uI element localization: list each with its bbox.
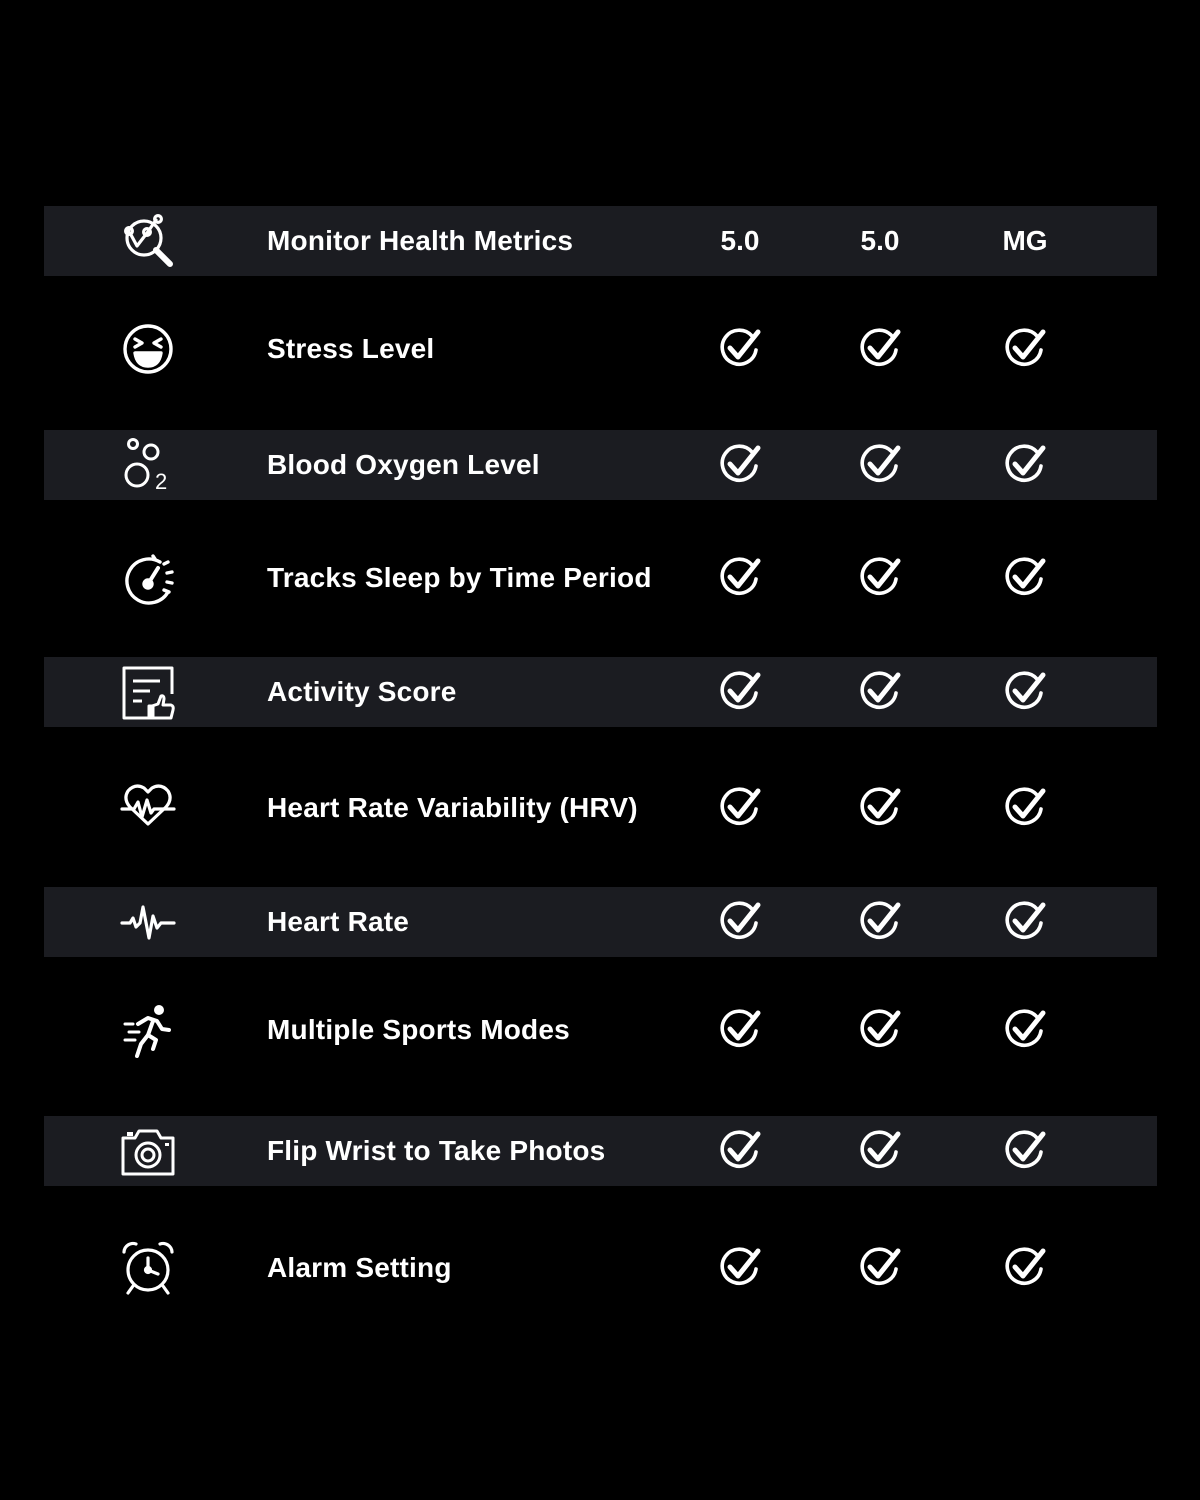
check-icon: [710, 430, 770, 500]
check-icon: [850, 887, 910, 957]
check-icon: [710, 1233, 770, 1303]
check-icon: [710, 995, 770, 1065]
check-icon: [995, 657, 1055, 727]
check-icon: [995, 543, 1055, 613]
column-header-2: 5.0: [860, 225, 900, 256]
check-icon: [850, 430, 910, 500]
feature-label: Alarm Setting: [267, 1252, 452, 1283]
feature-row: [44, 657, 1157, 727]
check-icon: [850, 1116, 910, 1186]
running-person-icon: [120, 1002, 176, 1058]
check-icon: [995, 314, 1055, 384]
check-icon: [710, 1116, 770, 1186]
check-icon: [710, 887, 770, 957]
check-icon: [995, 430, 1055, 500]
check-icon: [710, 657, 770, 727]
column-header-1: 5.0: [720, 225, 760, 256]
check-icon: [850, 314, 910, 384]
check-icon: [850, 773, 910, 843]
check-icon: [710, 314, 770, 384]
check-icon: [850, 657, 910, 727]
feature-label: Heart Rate: [267, 906, 410, 937]
feature-label: Heart Rate Variability (HRV): [267, 792, 638, 823]
alarm-clock-icon: [120, 1240, 176, 1296]
check-icon: [850, 543, 910, 613]
feature-row: [44, 430, 1157, 500]
feature-label: Flip Wrist to Take Photos: [267, 1135, 606, 1166]
feature-row: [44, 887, 1157, 957]
header-row: [44, 206, 1157, 276]
feature-row: [44, 773, 1157, 843]
feature-label: Activity Score: [267, 676, 457, 707]
feature-row: [44, 1116, 1157, 1186]
check-icon: [995, 887, 1055, 957]
check-icon: [995, 995, 1055, 1065]
feature-row: [44, 543, 1157, 613]
svg-text:2: 2: [155, 469, 168, 493]
column-header-3: MG: [1002, 225, 1048, 256]
activity-score-icon: [120, 664, 176, 720]
header-feature-label: Monitor Health Metrics: [267, 225, 574, 256]
check-icon: [710, 773, 770, 843]
check-icon: [995, 773, 1055, 843]
feature-label: Stress Level: [267, 333, 435, 364]
check-icon: [995, 1116, 1055, 1186]
feature-label: Blood Oxygen Level: [267, 449, 540, 480]
heart-rate-pulse-icon: [120, 894, 176, 950]
feature-row: [44, 995, 1157, 1065]
check-icon: [850, 1233, 910, 1303]
camera-icon: [120, 1123, 176, 1179]
feature-label: Tracks Sleep by Time Period: [267, 562, 652, 593]
check-icon: [710, 543, 770, 613]
sleep-timer-icon: [120, 550, 176, 606]
feature-row: [44, 314, 1157, 384]
health-metrics-icon: [120, 213, 176, 269]
check-icon: [850, 995, 910, 1065]
feature-row: [44, 1233, 1157, 1303]
blood-oxygen-icon: [120, 437, 176, 493]
check-icon: [995, 1233, 1055, 1303]
feature-label: Multiple Sports Modes: [267, 1014, 570, 1045]
heart-hrv-icon: [120, 780, 176, 836]
stress-face-icon: [120, 321, 176, 377]
